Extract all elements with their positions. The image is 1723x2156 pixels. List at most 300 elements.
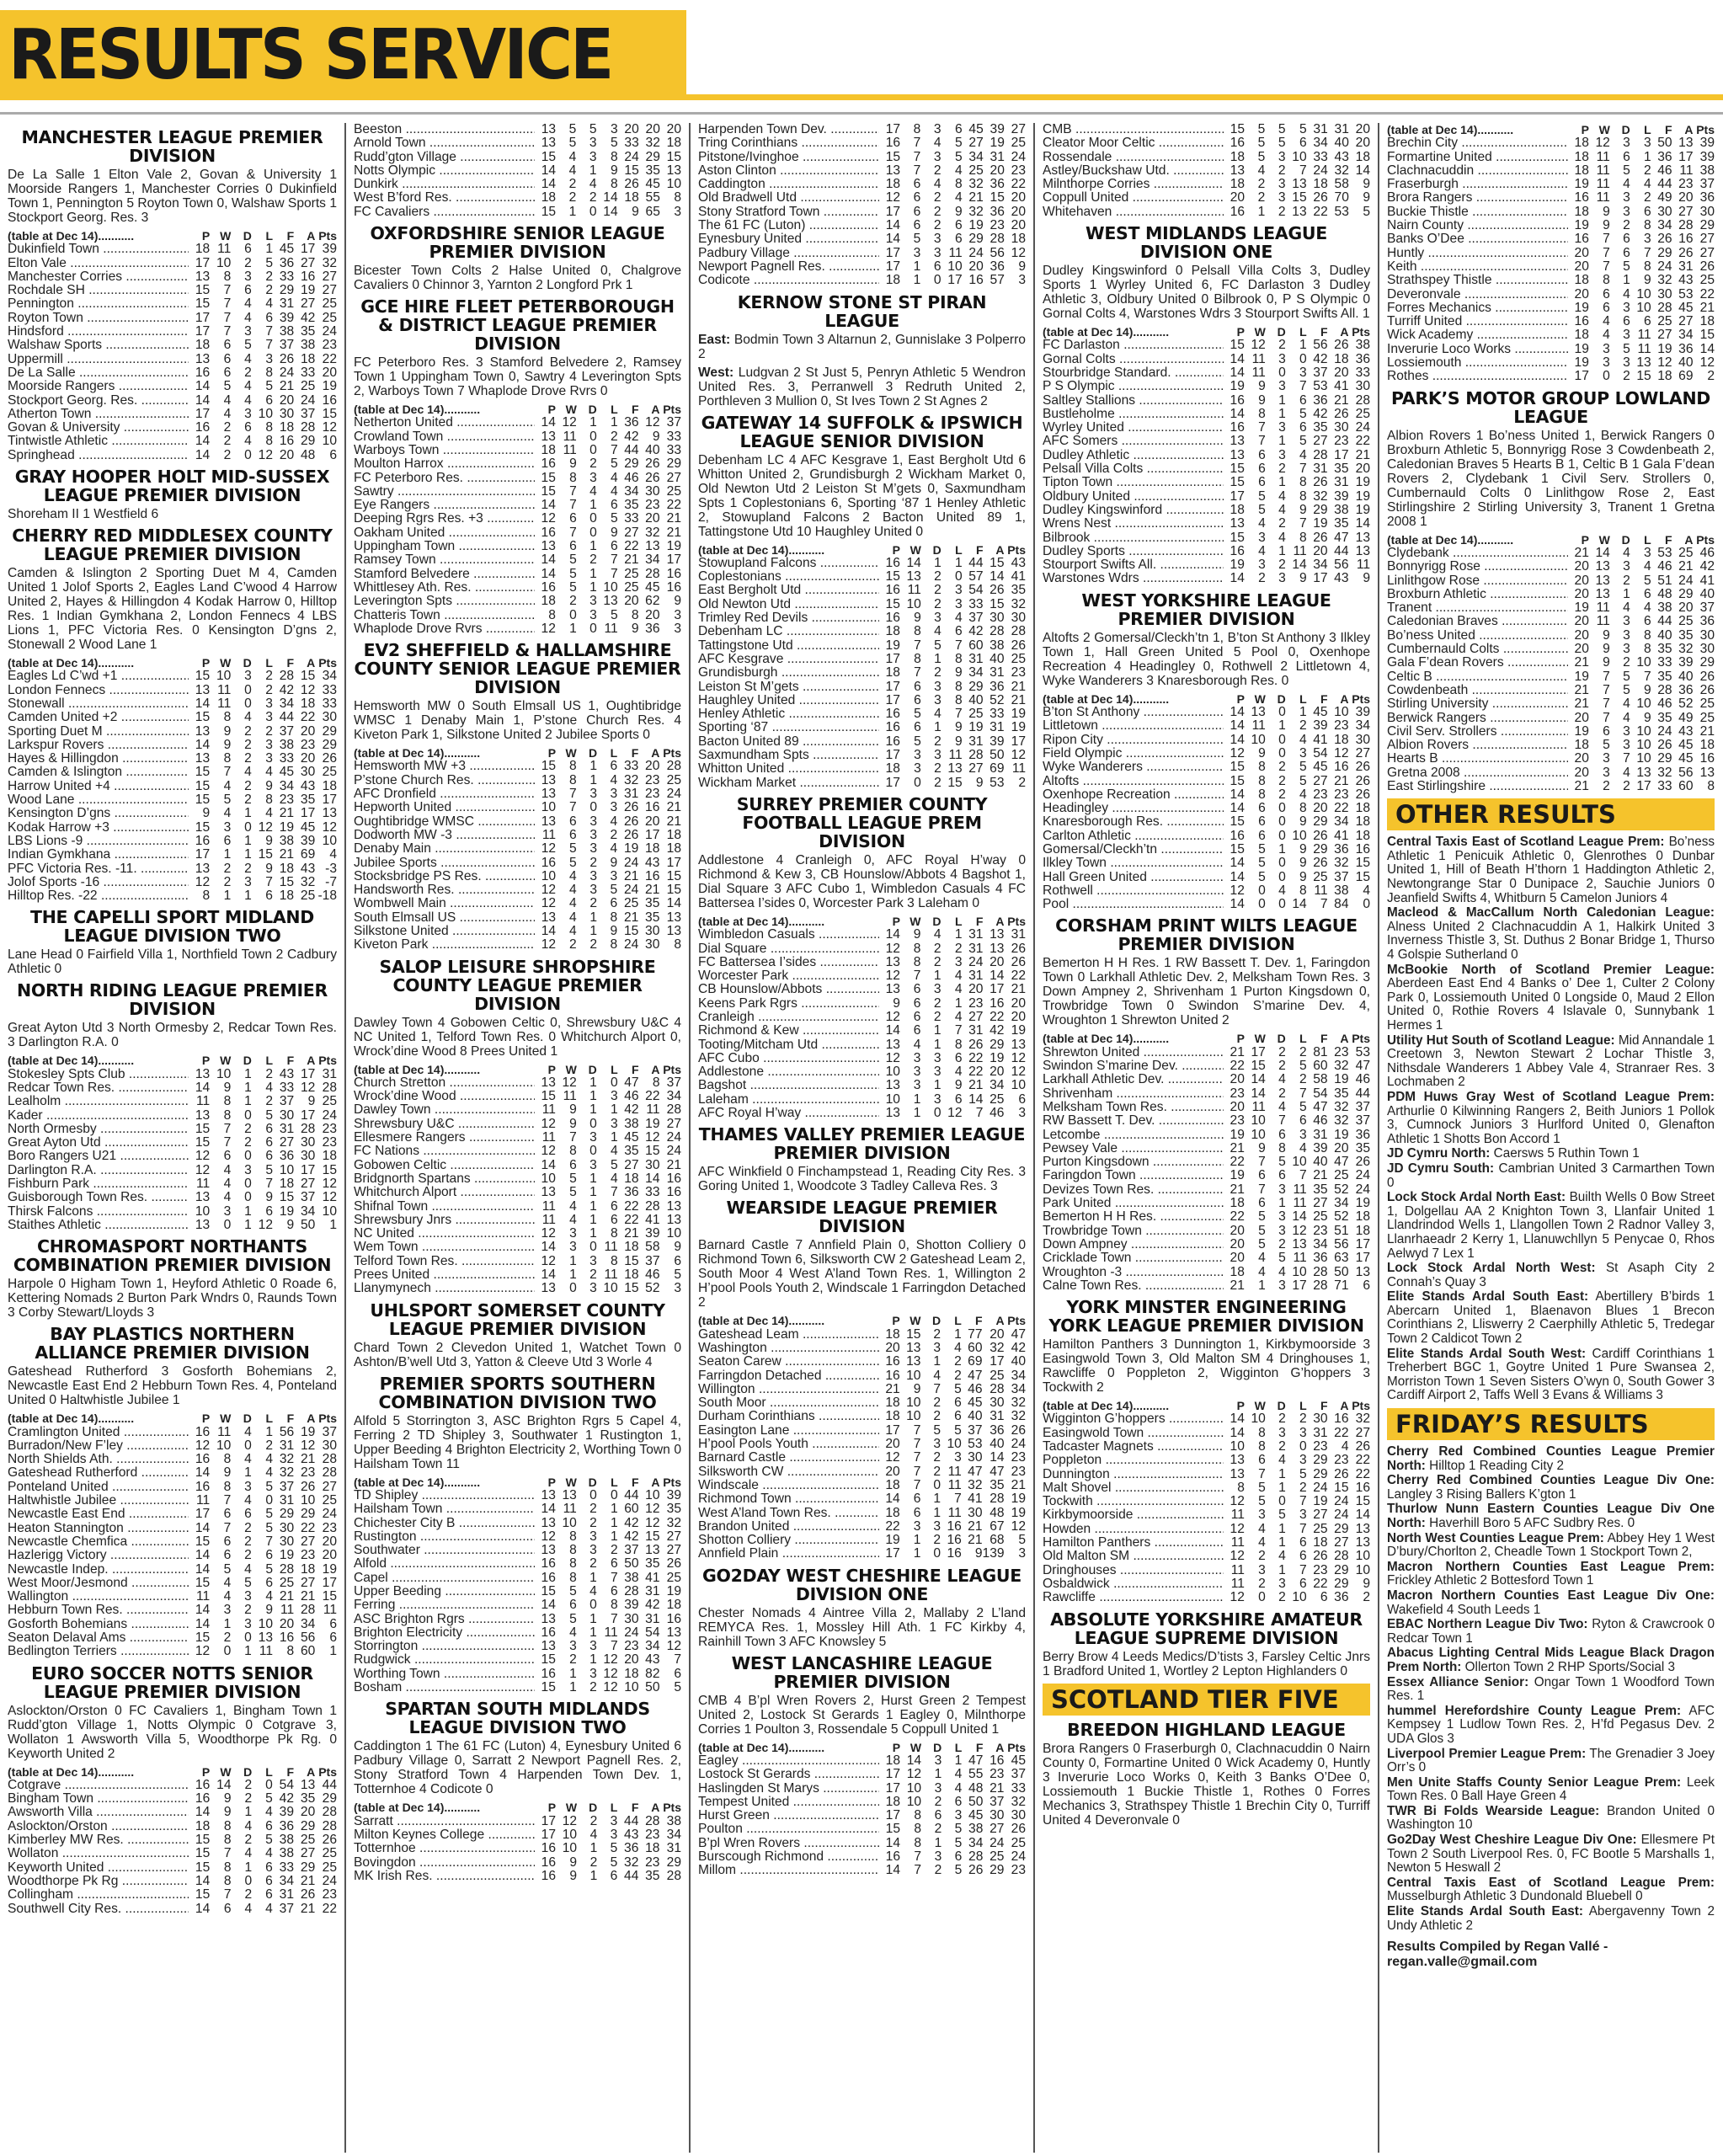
league-heading: UHLSPORT SOMERSET COUNTY LEAGUE PREMIER DIVISION — [370, 1299, 665, 1339]
stat-l: 5 — [954, 1835, 963, 1850]
stat-l: 3 — [265, 737, 273, 752]
table-row — [1043, 1087, 1370, 1101]
stat-f: 18 — [624, 1240, 639, 1255]
stat-p: 19 — [1230, 1168, 1245, 1183]
stat-pts: 22 — [666, 498, 681, 513]
table-row — [354, 609, 681, 622]
stat-f: 26 — [623, 827, 639, 842]
stat-d: 2 — [244, 792, 252, 808]
stat-f: 24 — [968, 954, 984, 969]
competition-results: Mid Annandale 1 Creetown 3, Newton Stewart 2 Lochar Thistle 3, Nithsdale Wanderers 1 Abbey Vale 4, Stranraer Res. 3 Lochmaben 2 — [1387, 1033, 1715, 1090]
table-row — [1043, 719, 1370, 733]
competition-results: Leek Town Res. 0 Ball Haye Green 4 — [1387, 1774, 1715, 1804]
stat-pts: 18 — [1355, 149, 1370, 164]
stat-p: 18 — [1574, 328, 1589, 343]
team-name: Grundisburgh ..... — [698, 666, 879, 680]
league-heading: OXFORDSHIRE SENIOR LEAGUE PREMIER DIVISION — [370, 223, 665, 263]
stat-f: 43 — [279, 1066, 295, 1081]
table-row — [698, 969, 1026, 983]
stat-w: 9 — [223, 1805, 232, 1820]
stat-w: 1 — [913, 1546, 921, 1561]
stat-pts: 22 — [1011, 969, 1026, 984]
stat-f: 36 — [279, 1149, 295, 1164]
stat-d: 2 — [1623, 655, 1630, 670]
stat-pts: 1 — [329, 1644, 337, 1659]
stat-l: 8 — [1644, 218, 1651, 233]
stat-a: 56 — [990, 245, 1005, 260]
stat-d: 2 — [244, 255, 252, 270]
stat-p: 14 — [885, 1863, 901, 1878]
stat-pts: 37 — [1355, 1099, 1370, 1114]
stat-d: 5 — [933, 1422, 942, 1438]
team-name: Gretna 2008 ..... — [1387, 766, 1568, 780]
stat-w: 11 — [563, 1502, 577, 1517]
stat-p: 18 — [195, 1818, 211, 1833]
results-text: Brora Rangers 0 Fraserburgh 0, Clachnacuddin 0 Nairn County 0, Formartine United 0 Wick Academy 0, Huntly 3 Inverurie Loco Works 0, Keith 3 Banks O’Dee 0, Lossiemouth 1 Buckie Thistle 1, Rothes 0 Forres Mechanics 3, Strathspey Thistle 1 Brechin City 0, Turriff United 4 Deveronvale 0 — [1043, 1741, 1370, 1828]
stat-pts: 10 — [322, 434, 337, 449]
stat-l: 4 — [954, 982, 963, 997]
stat-a: 31 — [645, 1584, 660, 1598]
stat-l: 7 — [1299, 1086, 1307, 1101]
stat-pts: 3 — [1018, 273, 1026, 288]
stat-a: 45 — [300, 819, 316, 835]
stat-f: 19 — [279, 1203, 295, 1219]
stat-pts: 26 — [1699, 682, 1715, 697]
stat-l: 3 — [1644, 545, 1651, 560]
stat-pts: 16 — [1355, 1480, 1370, 1495]
table-header-f: F — [1320, 691, 1328, 706]
table-row — [1043, 339, 1370, 352]
table-row — [698, 928, 1026, 942]
table-row — [1043, 706, 1370, 719]
stat-a: 34 — [1334, 814, 1349, 830]
stat-d: 1 — [1623, 273, 1630, 288]
stat-l: 8 — [1644, 642, 1651, 657]
stat-f: 44 — [968, 555, 984, 570]
table-row — [1387, 302, 1715, 315]
stat-f: 27 — [1313, 773, 1328, 788]
competition-results: Arthurlie 0 Kilwinning Rangers 2, Beith Juniors 1 Pollok 3, Cumnock Juniors 3 Hurlford United 0, Glenafton Athletic 1 Shotts Bon Accord 1 — [1387, 1103, 1715, 1146]
stat-pts: 26 — [1355, 760, 1370, 775]
stat-w: 12 — [906, 1767, 922, 1782]
stat-pts: 17 — [322, 1575, 337, 1590]
stat-a: 25 — [990, 1091, 1005, 1107]
team-name: Addlestone ..... — [698, 1065, 879, 1079]
stat-f: 38 — [279, 833, 295, 848]
table-header-l: L — [954, 914, 963, 928]
stat-a: 22 — [990, 1009, 1005, 1024]
team-name: Gateshead Leam ..... — [698, 1328, 879, 1342]
stat-d: 3 — [1623, 614, 1630, 629]
stat-d: 4 — [1278, 1072, 1286, 1087]
stat-pts: 18 — [322, 778, 337, 793]
stat-l: 8 — [1299, 475, 1307, 490]
stat-p: 14 — [1230, 705, 1245, 720]
stat-l: 6 — [265, 1575, 273, 1590]
stat-p: 18 — [1230, 1264, 1245, 1279]
team-name: Debenham LC ..... — [698, 625, 879, 638]
team-name: Prees United ..... — [354, 1268, 535, 1282]
stat-d: 1 — [1278, 434, 1286, 449]
team-name: Shrewsbury U&C ..... — [354, 1118, 535, 1131]
league-table — [354, 746, 681, 952]
stat-w: 1 — [913, 273, 921, 288]
stat-l: 6 — [1299, 1549, 1307, 1564]
stat-p: 17 — [885, 692, 900, 707]
stat-f: 38 — [624, 1570, 639, 1585]
stat-f: 24 — [1657, 259, 1672, 274]
stat-w: 6 — [913, 1505, 921, 1520]
stat-l: 16 — [947, 1518, 962, 1534]
stat-f: 32 — [279, 1452, 295, 1467]
table-header-a: A — [651, 1475, 660, 1489]
table-row — [698, 707, 1026, 721]
table-header-f: F — [286, 229, 295, 243]
stat-a: 82 — [645, 1666, 660, 1681]
column-4 — [1033, 123, 1378, 2153]
stat-p: 17 — [885, 1422, 900, 1438]
table-row — [698, 1534, 1026, 1547]
stat-l: 11 — [1293, 543, 1307, 558]
stat-a: 13 — [990, 941, 1005, 956]
team-name: AFC Cubo ..... — [698, 1052, 879, 1065]
stat-f: 32 — [279, 1465, 295, 1481]
stat-p: 15 — [541, 204, 557, 219]
stat-w: 4 — [1258, 1521, 1266, 1536]
table-row — [698, 1479, 1026, 1492]
stat-l: 1 — [1644, 149, 1651, 164]
stat-f: 23 — [279, 792, 295, 808]
stat-a: 31 — [1334, 123, 1349, 136]
stat-w: 6 — [1258, 814, 1266, 830]
stat-f: 34 — [968, 665, 984, 680]
stat-pts: 5 — [674, 1267, 681, 1283]
table-row — [1043, 871, 1370, 884]
stat-l: 1 — [265, 242, 273, 257]
stat-f: 28 — [1313, 1278, 1328, 1293]
stat-a: 43 — [1334, 149, 1349, 164]
stat-l: 7 — [1299, 1562, 1307, 1577]
team-name: Manchester Corries ..... — [8, 270, 189, 284]
stat-a: 47 — [1334, 1155, 1349, 1170]
stat-a: 20 — [300, 751, 316, 766]
competition-label: Thurlow Nunn Eastern Counties League Div One North: — [1387, 1502, 1715, 1530]
stat-pts: 27 — [322, 269, 337, 284]
table-row — [1043, 572, 1370, 585]
stat-l: 1 — [954, 1753, 963, 1768]
stat-pts: 34 — [1355, 718, 1370, 734]
stat-a: 36 — [990, 204, 1005, 219]
stat-f: 30 — [968, 1450, 983, 1465]
stat-d: 3 — [589, 1639, 597, 1654]
team-name: Caddington ..... — [698, 178, 879, 191]
table-header-l: L — [955, 542, 963, 557]
stat-pts: 15 — [666, 883, 681, 898]
table-row — [698, 1410, 1026, 1423]
stat-l: 3 — [1299, 745, 1307, 760]
stat-f: 47 — [1313, 1099, 1328, 1114]
stat-pts: 32 — [1011, 1409, 1026, 1424]
stat-pts: 16 — [666, 1171, 681, 1186]
table-header-label: (table at Dec 14)........... — [354, 1475, 481, 1489]
stat-d: 4 — [1623, 710, 1630, 725]
team-name: Hebburn Town Res. ..... — [8, 1604, 189, 1617]
table-row — [354, 416, 681, 430]
stat-a: 41 — [645, 1570, 660, 1585]
stat-p: 13 — [195, 861, 211, 876]
stat-l: 2 — [1299, 1412, 1307, 1427]
stat-f: 47 — [968, 1753, 984, 1768]
stat-p: 14 — [541, 552, 556, 568]
team-name: Hindsford ..... — [8, 325, 189, 339]
stat-f: 20 — [279, 392, 295, 408]
stat-f: 31 — [968, 1023, 984, 1038]
stat-d: 4 — [933, 1368, 942, 1383]
stat-a: 32 — [990, 1340, 1005, 1355]
stat-pts: 20 — [322, 1548, 337, 1563]
stat-a: 26 — [1678, 245, 1694, 260]
stat-d: 1 — [933, 1078, 942, 1093]
table-row — [698, 1328, 1026, 1342]
stat-l: 10 — [947, 1437, 962, 1452]
stat-w: 4 — [913, 1037, 921, 1052]
table-row — [1043, 353, 1370, 366]
stat-a: 14 — [990, 569, 1005, 584]
stat-f: 54 — [1313, 1086, 1328, 1101]
stat-l: 2 — [265, 1066, 273, 1081]
stat-pts: 11 — [1011, 761, 1026, 776]
stat-d: 1 — [589, 163, 597, 178]
table-row — [8, 394, 337, 408]
stat-l: 1 — [954, 1326, 962, 1342]
stat-w: 9 — [569, 1868, 578, 1883]
stat-f: 19 — [279, 819, 295, 835]
stat-p: 18 — [195, 338, 211, 353]
other-result-entry — [1387, 1561, 1715, 1588]
stat-p: 14 — [885, 232, 901, 247]
stat-f: 37 — [968, 611, 984, 626]
stat-p: 10 — [195, 1203, 211, 1219]
table-row — [1387, 643, 1715, 656]
table-row — [1043, 449, 1370, 462]
stat-l: 12 — [1292, 1223, 1307, 1238]
competition-results: Abertillery B’birds 1 Abercarn United 1, Blaenavon Blues 1 Brecon Corinthians 2, Lliswerry 2 Caerphilly Athletic 5, Tredegar Town 2 Caldicot Town 2 — [1387, 1289, 1715, 1347]
stat-f: 56 — [279, 1424, 295, 1439]
stat-a: 32 — [1334, 1113, 1349, 1129]
stat-l: 4 — [1299, 1140, 1307, 1155]
stat-l: 3 — [265, 351, 273, 366]
stat-d: 2 — [589, 1813, 598, 1828]
stat-d: 4 — [244, 296, 252, 312]
stat-a: 16 — [1334, 1412, 1349, 1427]
stat-d: 1 — [589, 566, 597, 581]
stat-pts: 39 — [1355, 705, 1370, 720]
table-row — [1387, 752, 1715, 766]
table-row — [698, 1754, 1026, 1768]
league-heading: GCE HIRE FLEET PETERBOROUGH & DISTRICT LEAGUE PREMIER DIVISION — [360, 296, 675, 355]
stat-w: 6 — [1258, 447, 1266, 462]
stat-d: 3 — [1623, 355, 1630, 371]
league-heading: EURO SOCCER NOTTS SENIOR LEAGUE PREMIER DIVISION — [31, 1662, 313, 1702]
stat-f: 23 — [624, 1639, 639, 1654]
team-name: Cramlington United ..... — [8, 1426, 189, 1439]
stat-d: 2 — [589, 190, 597, 205]
stat-a: 22 — [300, 1520, 316, 1535]
table-row — [8, 408, 337, 421]
stat-p: 14 — [885, 1023, 900, 1038]
stat-l: 6 — [1299, 136, 1307, 151]
stat-d: 3 — [244, 324, 252, 339]
table-row — [1043, 1279, 1370, 1293]
team-name: Howden ..... — [1043, 1523, 1224, 1536]
stat-l: 3 — [611, 1089, 618, 1104]
stat-p: 16 — [541, 1570, 556, 1585]
stat-pts: 25 — [666, 1570, 681, 1585]
stat-p: 16 — [1230, 543, 1245, 558]
table-row — [354, 1268, 681, 1282]
stat-p: 18 — [1574, 273, 1589, 288]
stat-l: 7 — [1299, 1521, 1307, 1536]
team-name: Bemerton H H Res. ..... — [1043, 1210, 1224, 1224]
stat-a: 26 — [300, 1887, 316, 1903]
team-name: Worcester Park ..... — [698, 969, 879, 983]
other-result-entry — [1387, 1618, 1715, 1646]
table-row — [354, 1585, 681, 1598]
table-header-w: W — [220, 656, 232, 670]
stat-f: 18 — [1657, 369, 1672, 384]
stat-a: 40 — [645, 442, 660, 457]
stat-pts: 42 — [1699, 559, 1715, 574]
stat-pts: 32 — [1011, 1794, 1026, 1809]
stat-p: 16 — [195, 1479, 211, 1494]
stat-f: 18 — [1313, 177, 1328, 192]
stat-w: 9 — [914, 611, 921, 626]
stat-p: 12 — [541, 841, 557, 857]
stat-pts: 24 — [1011, 1437, 1026, 1452]
league-heading: CORSHAM PRINT WILTS LEAGUE PREMIER DIVISION — [1055, 915, 1358, 955]
table-header-p: P — [892, 1314, 900, 1328]
stat-d: 0 — [244, 1873, 253, 1888]
stat-d: 0 — [1278, 801, 1286, 816]
stat-d: 1 — [589, 1171, 597, 1186]
stat-l: 3 — [265, 751, 273, 766]
stat-l: 9 — [610, 855, 618, 870]
table-row — [1387, 547, 1715, 560]
stat-pts: 36 — [1699, 614, 1715, 629]
stat-d: 1 — [244, 1080, 252, 1095]
stat-pts: 18 — [666, 136, 681, 151]
team-name: Deeping Rgrs Res. +3 ..... — [354, 512, 535, 526]
stat-l: 4 — [954, 1780, 963, 1796]
stat-l: 1 — [1299, 338, 1307, 353]
stat-l: 9 — [265, 1190, 273, 1205]
table-header-a: A — [307, 656, 316, 670]
stat-f: 15 — [279, 874, 295, 889]
stat-f: 30 — [1313, 1412, 1328, 1427]
stat-a: 30 — [1334, 420, 1349, 435]
stat-l: 6 — [954, 123, 963, 136]
table-row — [354, 1681, 681, 1694]
table-header-w: W — [565, 1801, 578, 1815]
table-header-row — [8, 656, 337, 670]
stat-pts: 21 — [1699, 723, 1715, 739]
other-result-entry — [1387, 1290, 1715, 1346]
competition-label: Elite Stands Ardal South West: — [1387, 1346, 1587, 1361]
stat-pts: 26 — [1011, 954, 1026, 969]
competition-results: Ollerton Town 2 RHP Sports/Social 3 — [1464, 1659, 1676, 1674]
stat-f: 58 — [1313, 1072, 1328, 1087]
stat-w: 4 — [1257, 163, 1266, 178]
stat-d: 3 — [1623, 642, 1630, 657]
team-name: Uppermill ..... — [8, 353, 189, 366]
stat-pts: 15 — [666, 868, 681, 883]
stat-l: 7 — [611, 1611, 618, 1626]
stat-d: 0 — [1278, 869, 1286, 884]
team-name: Redcar Town Res. ..... — [8, 1081, 189, 1095]
stat-w: 8 — [569, 759, 577, 774]
stat-pts: 29 — [1699, 655, 1715, 670]
stat-f: 27 — [1313, 434, 1328, 449]
team-name: Tattingstone Utd ..... — [698, 639, 879, 653]
stat-l: 8 — [1644, 627, 1651, 643]
stat-pts: 41 — [1699, 573, 1715, 588]
stat-d: 2 — [589, 1267, 597, 1283]
stat-d: 2 — [1278, 1439, 1286, 1454]
stat-pts: 23 — [1011, 665, 1026, 680]
stat-p: 14 — [195, 1520, 211, 1535]
table-row — [8, 1888, 337, 1902]
stat-pts: 25 — [1011, 651, 1026, 666]
stat-a: 18 — [300, 351, 316, 366]
stat-f: 37 — [279, 1479, 295, 1494]
stat-pts: 12 — [1011, 748, 1026, 763]
other-result-entry — [1387, 1833, 1715, 1876]
stat-l: 8 — [610, 149, 618, 164]
stat-w: 0 — [569, 1281, 577, 1296]
stat-w: 6 — [569, 539, 577, 554]
stat-f: 42 — [624, 429, 639, 444]
table-row — [698, 997, 1026, 1011]
stat-d: 3 — [589, 841, 598, 857]
stat-p: 18 — [1574, 163, 1589, 178]
results-text: Debenham LC 4 AFC Kesgrave 1, East Bergholt Utd 6 Whitton United 2, Grundisburgh 2 Wickham Market 0, Old Newton Utd 2 Leiston St M’gets 0, Saxmundham Spts 1 Coplestonians 6, Sporting ‘87 1 Henley Athletic 2, Stowupland Falcons 2 Bacton United 89 1, Tattingstone Utd 10 Haughley United 0 — [698, 452, 1026, 539]
stat-f: 20 — [968, 982, 984, 997]
stat-pts: 38 — [1355, 338, 1370, 353]
stat-l: 8 — [265, 420, 273, 435]
stat-l: 0 — [1299, 1439, 1307, 1454]
stat-pts: 26 — [322, 1833, 337, 1848]
stat-a: 34 — [1678, 328, 1694, 343]
stat-l: 2 — [1644, 163, 1651, 178]
stat-l: 2 — [611, 429, 618, 444]
table-row — [8, 449, 337, 462]
table-header-pts: Pts — [1007, 1314, 1026, 1328]
stat-pts: 14 — [1699, 341, 1715, 356]
match-results — [8, 566, 337, 652]
table-row — [1043, 123, 1370, 136]
stat-p: 15 — [195, 792, 211, 808]
stat-pts: 35 — [666, 1502, 681, 1517]
stat-l: 0 — [611, 1075, 618, 1090]
stat-f: 32 — [968, 204, 984, 219]
table-row — [698, 694, 1026, 707]
stat-a: 24 — [1678, 573, 1694, 588]
stat-f: 44 — [1657, 177, 1672, 192]
team-name: Wickham Market ..... — [698, 776, 879, 790]
stat-pts: 32 — [322, 255, 337, 270]
stat-w: 13 — [906, 569, 921, 584]
team-name: Springhead ..... — [8, 449, 189, 462]
